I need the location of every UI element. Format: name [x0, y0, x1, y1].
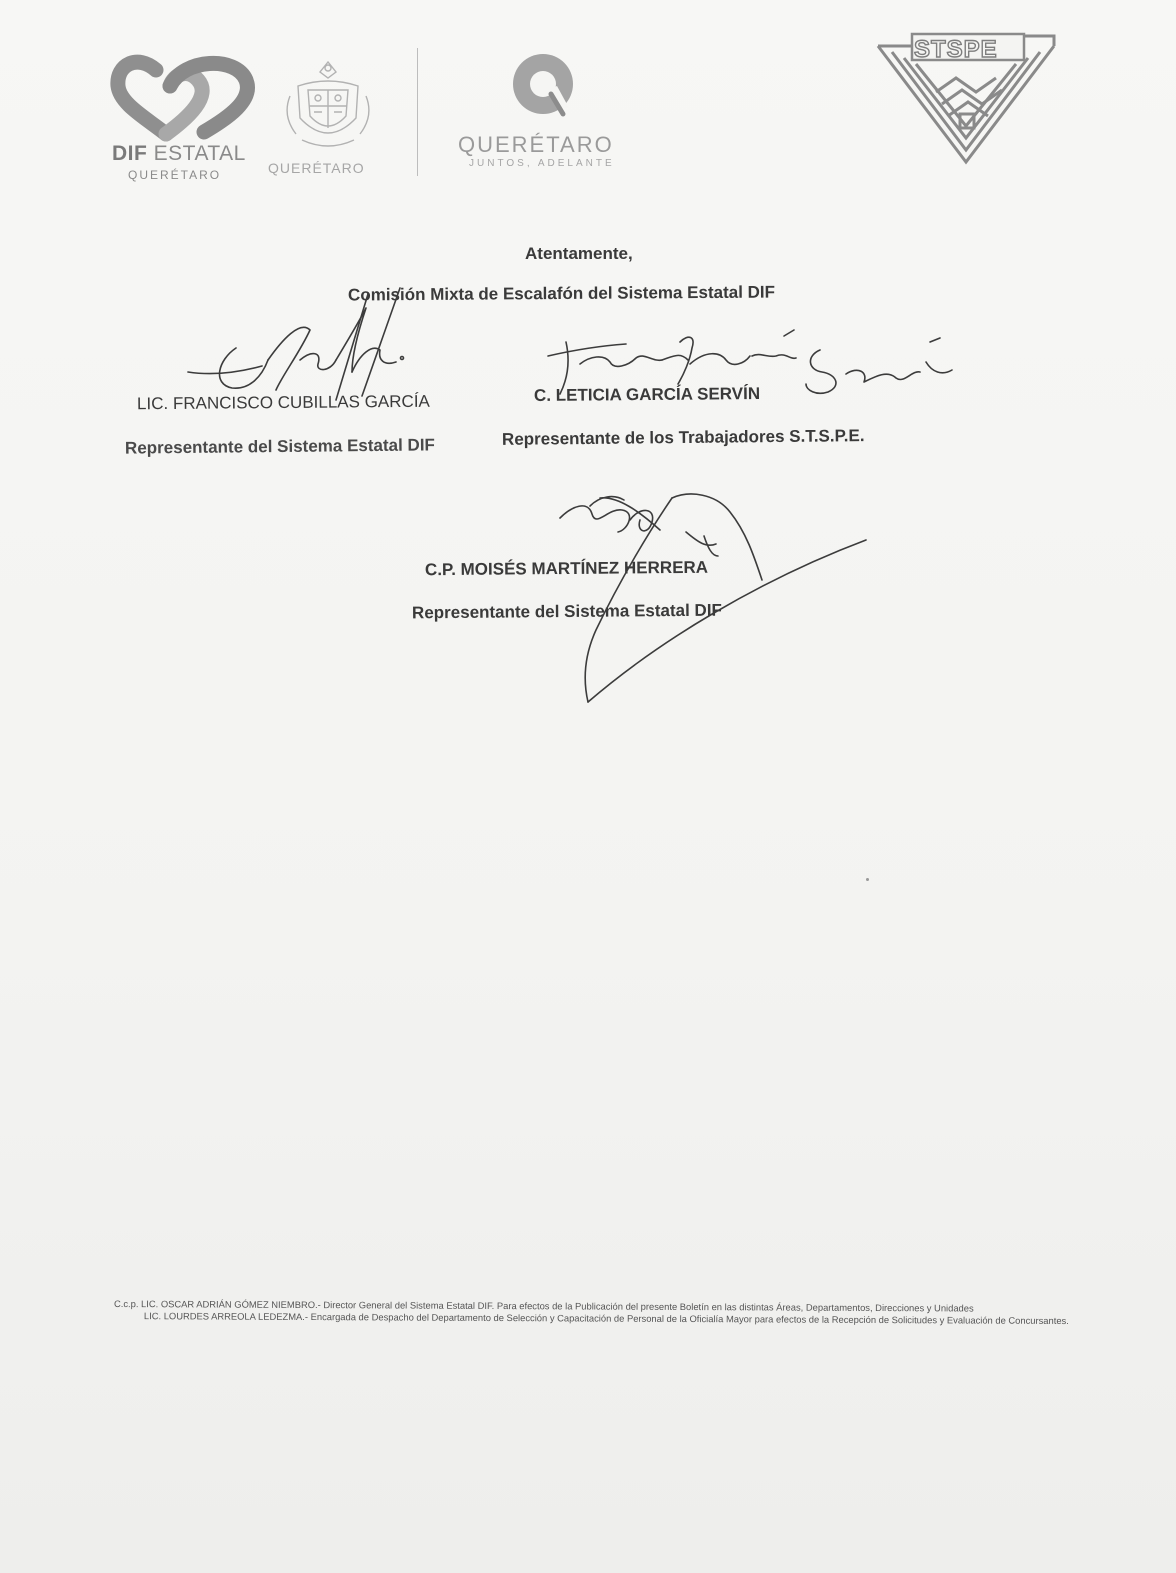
queretaro-title: QUERÉTARO — [458, 132, 614, 157]
ccp-line: C.c.p. LIC. OSCAR ADRIÁN GÓMEZ NIEMBRO.- Director General del Sistema Estatal DIF. Para efectos de la Publicación del presente Boletín en las distintas Áreas, Departamentos, Direcciones y Unidades — [113, 1298, 974, 1314]
carbon-copy-footer — [114, 1298, 1082, 1327]
queretaro-slogan: JUNTOS, ADELANTE — [469, 158, 615, 169]
dif-estatal-logo — [108, 52, 258, 182]
queretaro-q-icon — [455, 48, 635, 128]
dif-subtitle: QUERÉTARO — [128, 168, 222, 182]
dif-heart-icon — [108, 52, 258, 142]
signatory-name: C. LETICIA GARCÍA SERVÍN — [533, 384, 761, 405]
coat-of-arms-icon — [268, 56, 388, 156]
stspe-logo — [876, 32, 1058, 172]
queretaro-seal-logo — [268, 56, 388, 181]
scan-speck — [866, 878, 869, 881]
signatory-role: Representante del Sistema Estatal DIF — [124, 435, 435, 458]
committee-name: Comisión Mixta de Escalafón del Sistema Estatal DIF — [347, 282, 776, 305]
closing-salutation: Atentamente, — [525, 244, 633, 263]
signature-moises-martinez — [560, 494, 866, 702]
queretaro-government-logo — [455, 48, 635, 178]
signatory-role: Representante de los Trabajadores S.T.S.P.E. — [501, 426, 865, 449]
signatory-name: LIC. FRANCISCO CUBILLAS GARCÍA — [136, 391, 430, 414]
ccp-line: LIC. LOURDES ARREOLA LEDEZMA.- Encargada de Despacho del Departamento de Selección y Capacitación de Personal de la Oficialía Mayor para efectos de la Recepción de Solicitudes y Evaluación de Concursantes. — [143, 1310, 1069, 1326]
stspe-logo-text: STSPE — [914, 36, 998, 63]
signatory-name: C.P. MOISÉS MARTÍNEZ HERRERA — [424, 557, 709, 580]
seal-caption: QUERÉTARO — [268, 160, 365, 176]
header-divider — [417, 48, 418, 176]
signatory-role: Representante del Sistema Estatal DIF — [411, 600, 722, 623]
dif-title: DIF ESTATAL — [112, 142, 246, 165]
